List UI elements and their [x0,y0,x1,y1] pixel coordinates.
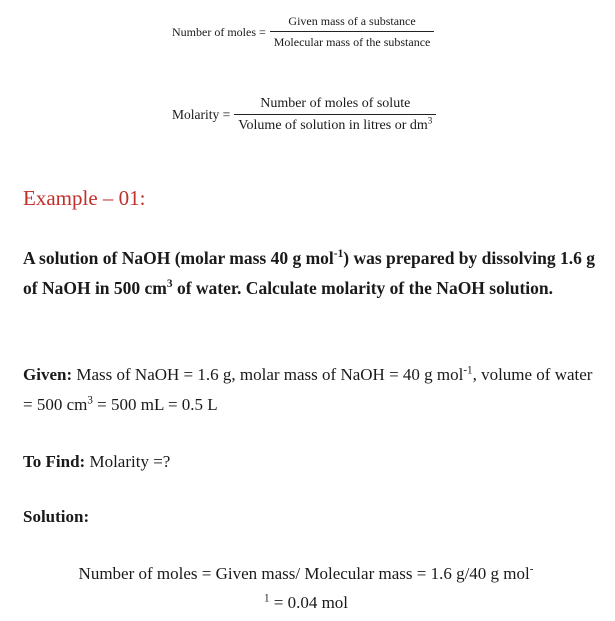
to-find-label: To Find: [23,452,86,471]
molarity-formula-lhs: Molarity = [172,107,231,122]
problem-superscript-1: -1 [333,248,344,261]
problem-statement [23,243,603,303]
moles-calculation [6,559,606,617]
given-superscript-1: -1 [463,364,473,377]
given-text-3: = 500 mL = 0.5 L [92,395,218,414]
calculation-superscript-end: 1 [263,592,270,605]
given-text-2: , volume of water = 500 cm [23,365,593,414]
problem-text-1: A solution of NaOH (molar mass 40 g mol [23,248,334,268]
molarity-formula [172,96,436,134]
given-label: Given: [23,365,73,384]
molarity-formula-fraction [234,96,436,134]
calculation-superscript-start: - [529,563,534,576]
calculation-result: = 0.04 mol [269,593,349,612]
moles-formula-lhs: Number of moles = [172,24,266,39]
to-find-text: Molarity =? [85,452,171,471]
moles-formula-denominator: Molecular mass of the substance [273,35,431,49]
given-section [23,360,603,420]
calculation-line-1 [6,559,606,588]
moles-formula [172,14,434,50]
problem-superscript-2: 3 [166,278,173,291]
given-text-1: Mass of NaOH = 1.6 g, molar mass of NaOH = 40 g mol [72,365,464,384]
to-find-section [23,447,603,477]
molarity-formula-denominator [234,115,436,134]
denominator-superscript: 3 [427,115,433,126]
calculation-line-2 [6,588,606,617]
molarity-formula-numerator: Number of moles of solute [260,96,411,111]
problem-text-3: of water. Calculate molarity of the NaOH solution. [172,278,553,298]
denominator-text: Volume of solution in litres or dm [238,118,428,133]
calculation-text: Number of moles = Given mass/ Molecular mass = 1.6 g/40 g mol [78,564,530,583]
moles-formula-fraction [270,14,435,50]
moles-formula-numerator: Given mass of a substance [288,14,416,28]
example-title: Example – 01: [23,186,146,210]
solution-label: Solution: [23,507,90,526]
given-superscript-2: 3 [87,394,93,407]
problem-text-2: ) was prepared by dissolving 1.6 g of NaOH in 500 cm [23,248,595,298]
